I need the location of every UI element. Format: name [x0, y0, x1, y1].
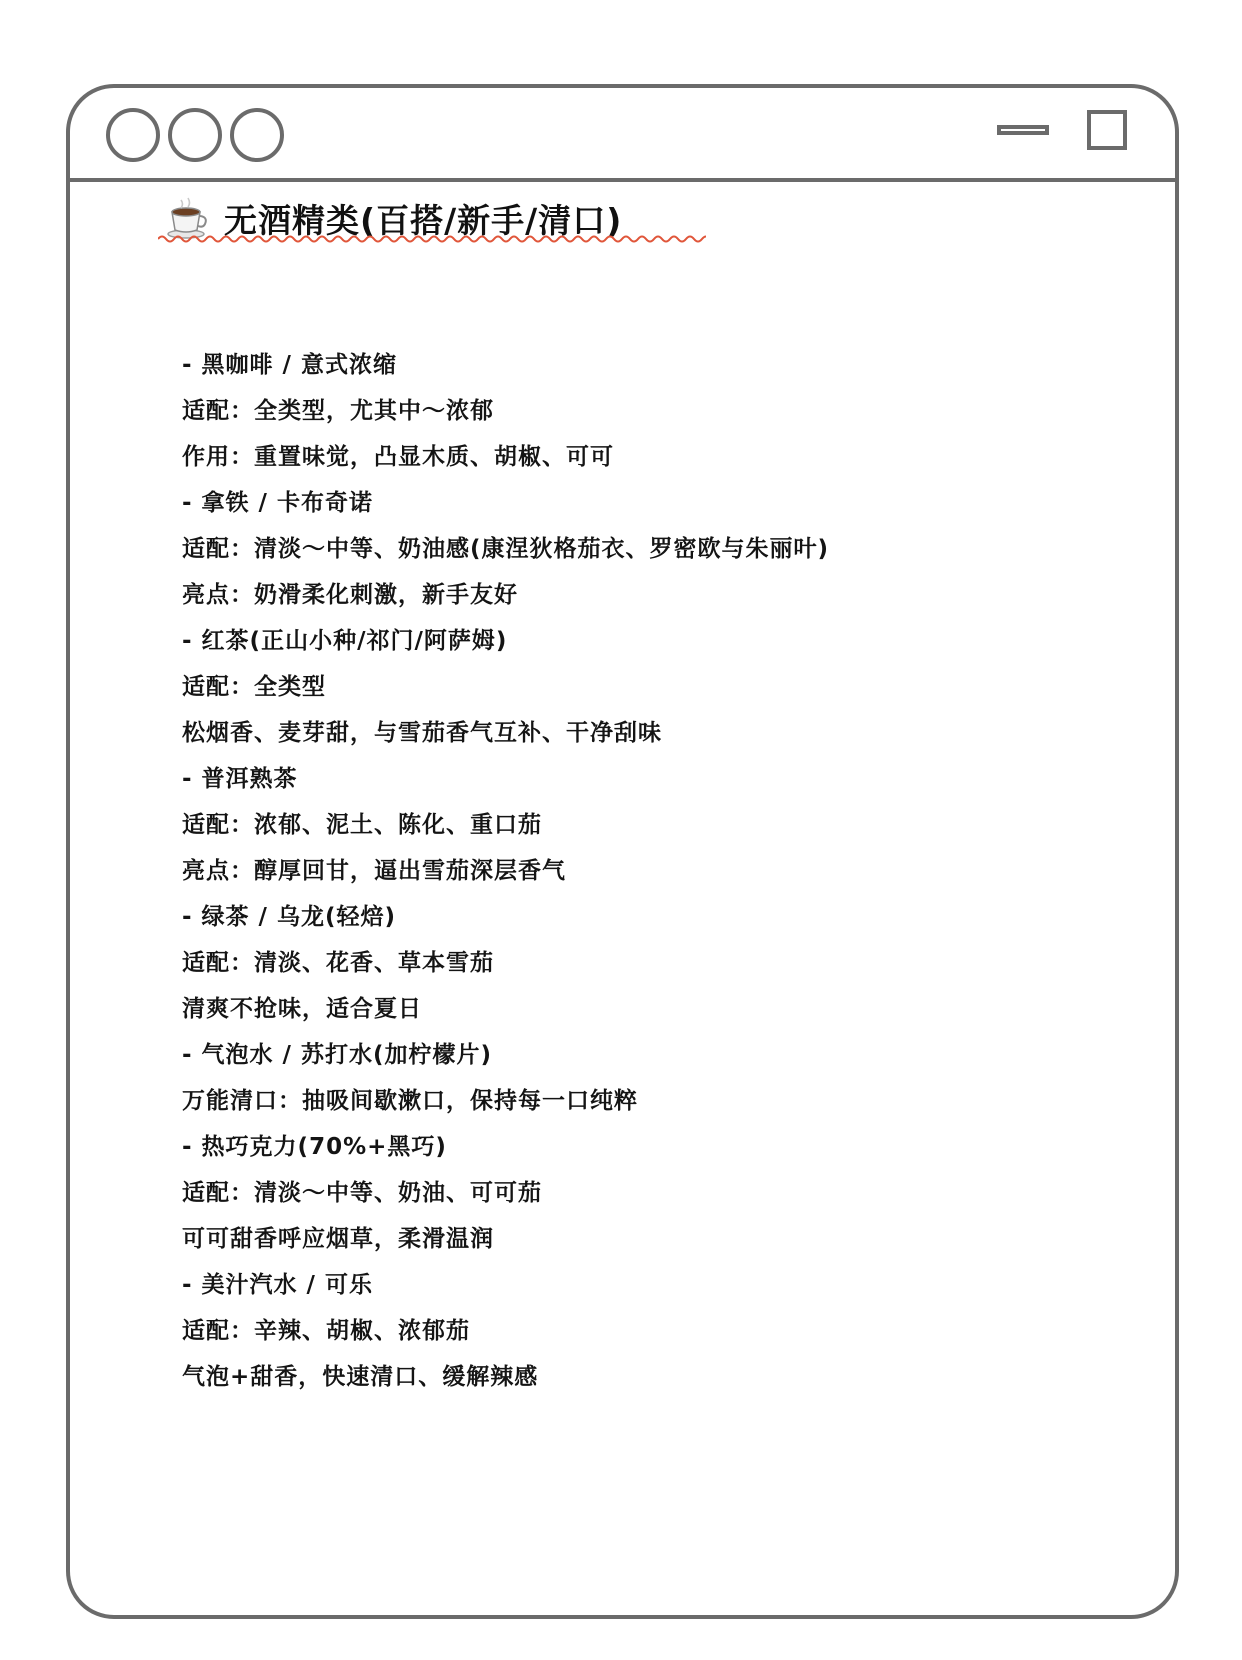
list-item: - 绿茶 / 乌龙(轻焙): [182, 904, 396, 930]
drink-list: [182, 342, 829, 1400]
list-item: 适配：清淡～中等、奶油、可可茄: [182, 1180, 542, 1206]
list-item: - 黑咖啡 / 意式浓缩: [182, 352, 397, 378]
list-item: - 热巧克力(70%+黑巧): [182, 1134, 447, 1160]
window-frame: [66, 84, 1179, 1619]
list-item: 可可甜香呼应烟草，柔滑温润: [182, 1226, 494, 1252]
title-bar: [70, 88, 1175, 182]
list-item: 亮点：奶滑柔化刺激，新手友好: [182, 582, 518, 608]
list-item: 清爽不抢味，适合夏日: [182, 996, 422, 1022]
list-item: - 拿铁 / 卡布奇诺: [182, 490, 373, 516]
list-item: 万能清口：抽吸间歇漱口，保持每一口纯粹: [182, 1088, 638, 1114]
circle-icon[interactable]: [106, 108, 160, 162]
list-item: - 普洱熟茶: [182, 766, 298, 792]
window-controls: [997, 110, 1127, 150]
window-dots: [106, 108, 284, 162]
list-item: - 美汁汽水 / 可乐: [182, 1272, 373, 1298]
list-item: 作用：重置味觉，凸显木质、胡椒、可可: [182, 444, 614, 470]
list-item: 适配：全类型: [182, 674, 326, 700]
circle-icon[interactable]: [230, 108, 284, 162]
list-item: 松烟香、麦芽甜，与雪茄香气互补、干净刮味: [182, 720, 662, 746]
list-item: 气泡+甜香，快速清口、缓解辣感: [182, 1364, 539, 1390]
list-item: 适配：全类型，尤其中～浓郁: [182, 398, 494, 424]
list-item: 适配：清淡～中等、奶油感(康涅狄格茄衣、罗密欧与朱丽叶): [182, 536, 830, 562]
wavy-underline: [158, 232, 706, 246]
list-item: 适配：辛辣、胡椒、浓郁茄: [182, 1318, 470, 1344]
list-item: - 红茶(正山小种/祁门/阿萨姆): [182, 628, 508, 654]
circle-icon[interactable]: [168, 108, 222, 162]
minimize-icon[interactable]: [997, 125, 1049, 135]
list-item: 适配：清淡、花香、草本雪茄: [182, 950, 494, 976]
list-item: 适配：浓郁、泥土、陈化、重口茄: [182, 812, 542, 838]
list-item: 亮点：醇厚回甘，逼出雪茄深层香气: [182, 858, 566, 884]
maximize-icon[interactable]: [1087, 110, 1127, 150]
heading-title: 无酒精类(百搭/新手/清口): [224, 200, 623, 240]
list-item: - 气泡水 / 苏打水(加柠檬片): [182, 1042, 492, 1068]
